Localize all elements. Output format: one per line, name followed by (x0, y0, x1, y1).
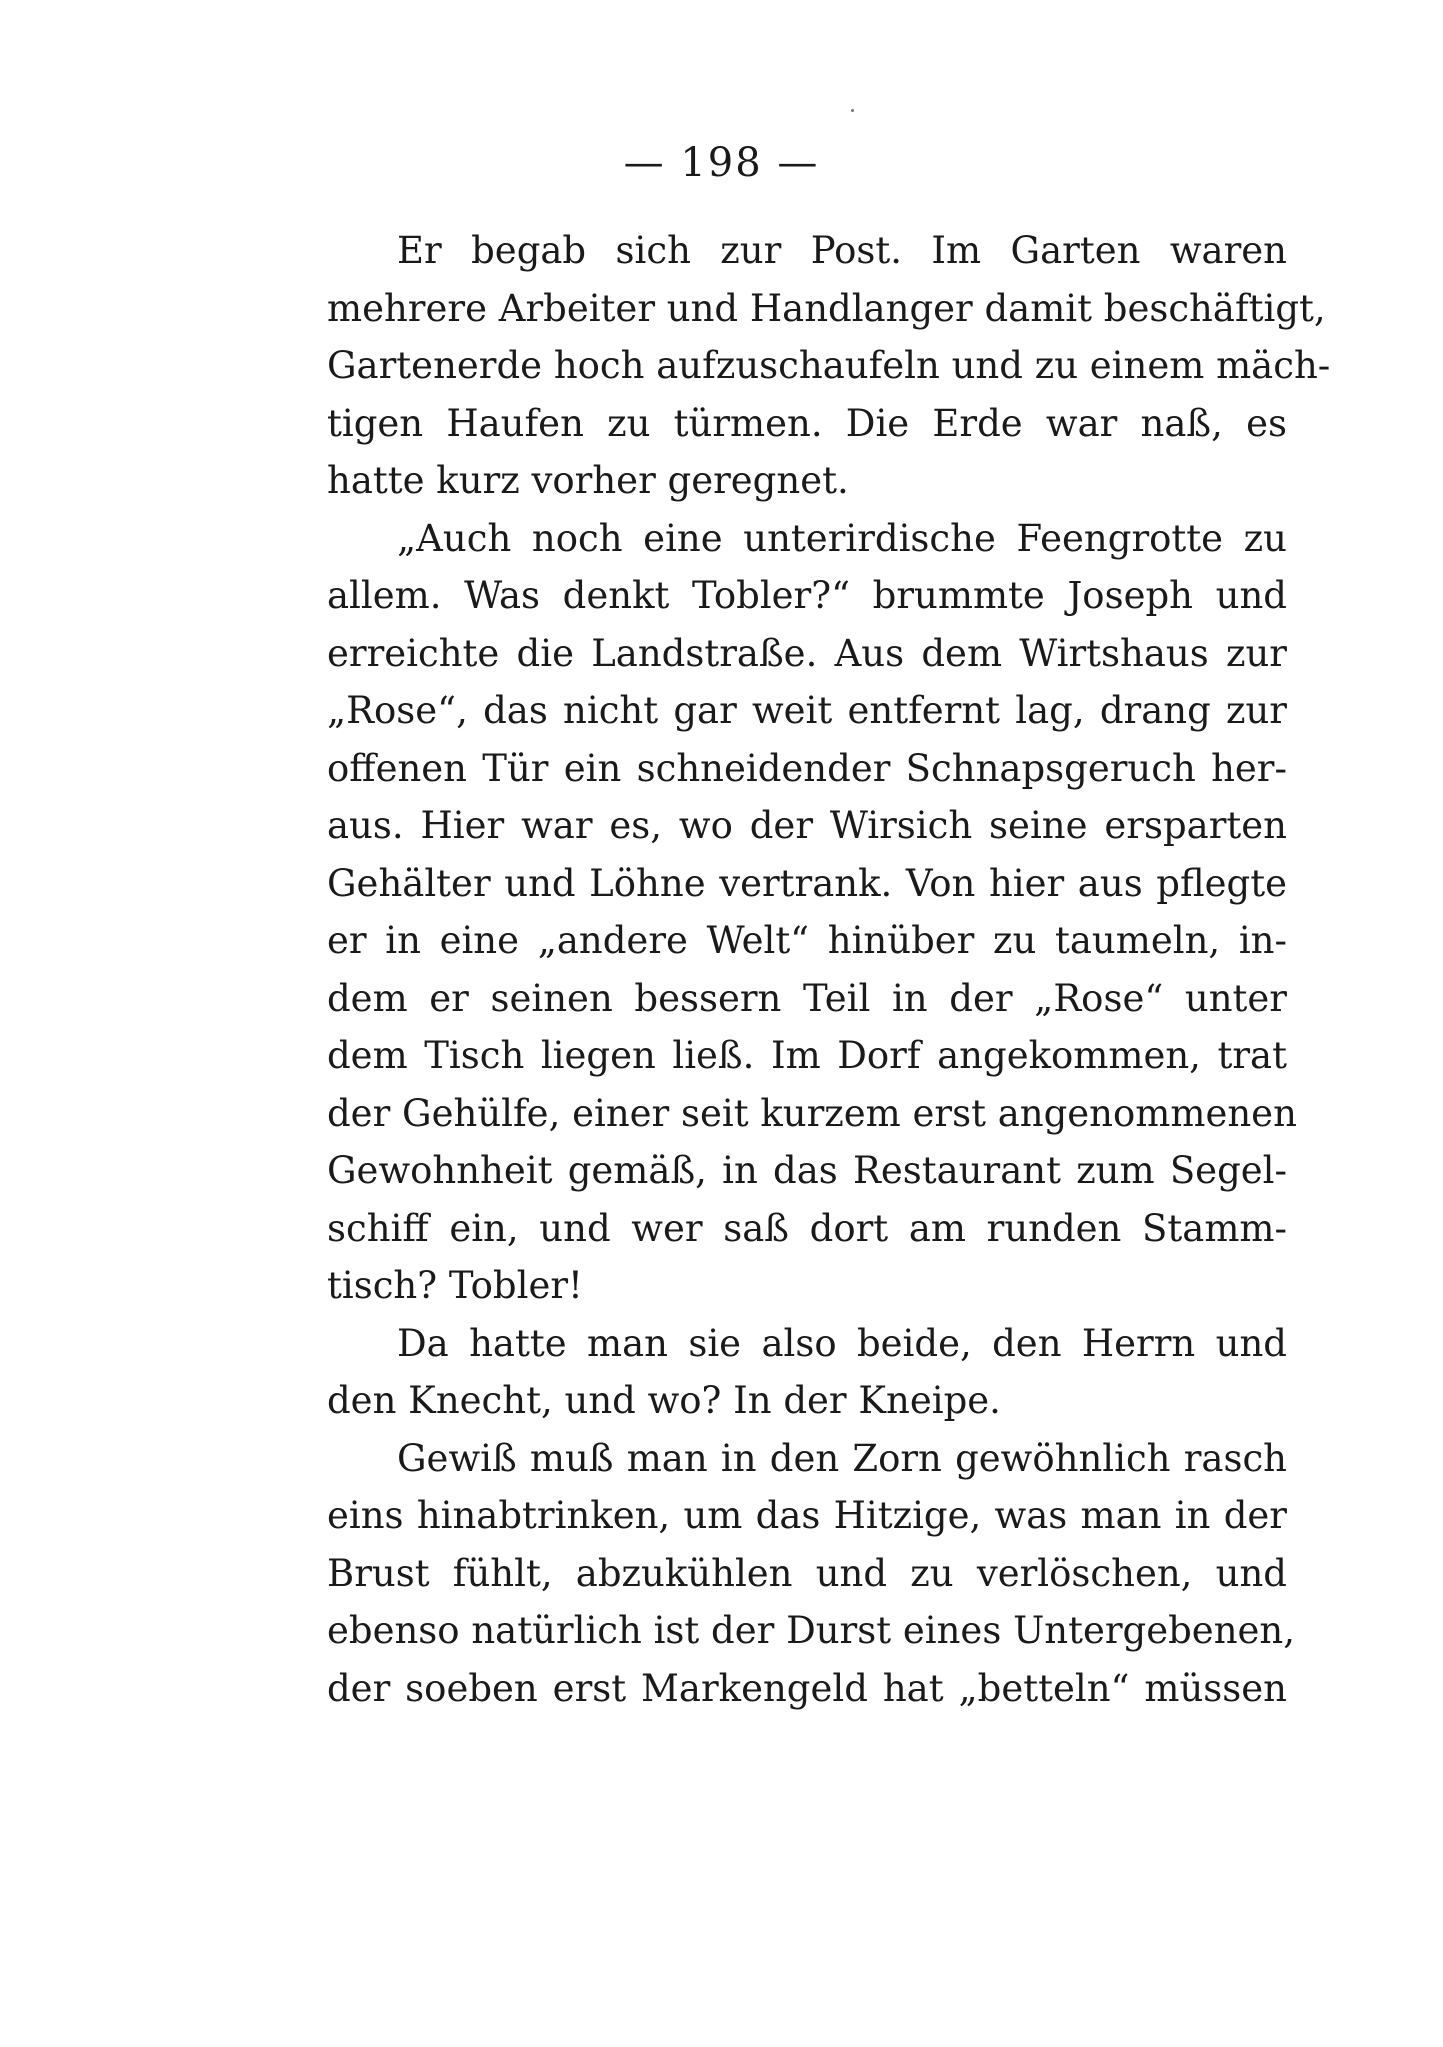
text-line: schiff ein, und wer saß dort am runden Stamm- (327, 1206, 1287, 1250)
text-line: offenen Tür ein schneidender Schnapsgeruch her- (327, 746, 1287, 790)
text-line: tisch? Tobler! (327, 1264, 583, 1307)
text-line: „Rose“, das nicht gar weit entfernt lag, drang zur (327, 689, 1287, 732)
text-line: hatte kurz vorher geregnet. (327, 459, 849, 502)
text-line: eins hinabtrinken, um das Hitzige, was man in der (327, 1494, 1287, 1537)
text-line: dem er seinen bessern Teil in der „Rose“ unter (327, 976, 1287, 1020)
text-line: allem. Was denkt Tobler?“ brummte Joseph und (327, 574, 1287, 617)
text-line: Gehälter und Löhne vertrank. Von hier aus pflegte (327, 861, 1287, 905)
text-line: tigen Haufen zu türmen. Die Erde war naß, es (327, 401, 1287, 445)
text-line: der Gehülfe, einer seit kurzem erst angenommenen (327, 1091, 1297, 1135)
text-line: erreichte die Landstraße. Aus dem Wirtshaus zur (327, 631, 1287, 675)
text-line: ebenso natürlich ist der Durst eines Untergebenen, (327, 1609, 1296, 1652)
text-line: aus. Hier war es, wo der Wirsich seine ersparten (327, 804, 1287, 847)
page-body-text (327, 222, 1331, 1717)
text-line: Da hatte man sie also beide, den Herrn und (397, 1321, 1287, 1365)
text-line: Gewiß muß man in den Zorn gewöhnlich rasch (397, 1436, 1287, 1480)
text-line: er in eine „andere Welt“ hinüber zu taumeln, in- (327, 919, 1287, 962)
text-line: Gartenerde hoch aufzuschaufeln und zu einem mäch- (327, 344, 1331, 387)
text-line: „Auch noch eine unterirdische Feengrotte zu (397, 516, 1287, 560)
text-line: Gewohnheit gemäß, in das Restaurant zum Segel- (327, 1149, 1287, 1192)
paper-speck (851, 109, 854, 112)
text-line: den Knecht, und wo? In der Kneipe. (327, 1379, 1001, 1422)
text-line: dem Tisch liegen ließ. Im Dorf angekommen, trat (327, 1034, 1287, 1077)
text-line: mehrere Arbeiter und Handlanger damit beschäftigt, (327, 286, 1326, 330)
text-line: Brust fühlt, abzukühlen und zu verlöschen, und (327, 1551, 1287, 1595)
text-line: der soeben erst Markengeld hat „betteln“ müssen (327, 1666, 1287, 1710)
text-line: Er begab sich zur Post. Im Garten waren (397, 229, 1287, 272)
page-number-header: — 198 — (623, 140, 820, 186)
